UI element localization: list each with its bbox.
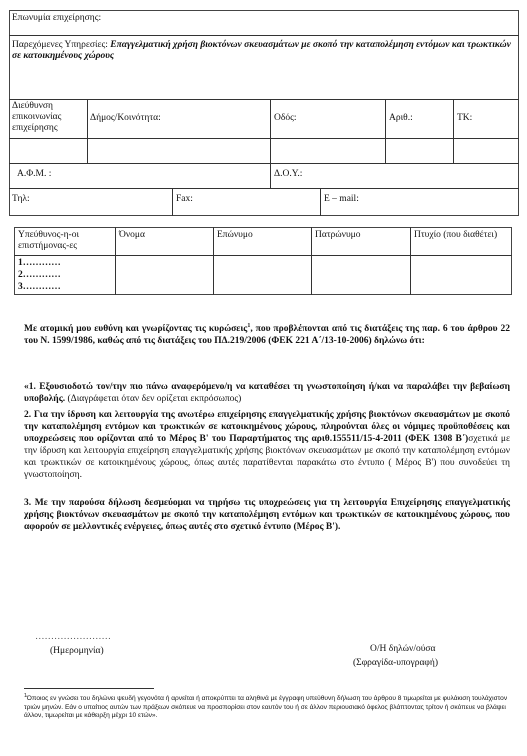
email-label: E – mail: [324, 194, 359, 204]
declaration-item-3: 3. Με την παρούσα δήλωση δεσμεύομαι να τηρήσω τις υποχρεώσεις για τη λειτουργία Επιχείρησης επαγγελματικής χρήσης βιοκτόνων σκευασμάτων με σκοπό την καταπολέμηση εντόμων και τρωκτικών σε κατοικημένους χώρους, που αφορούν σε μελλοντικές ενέργειες, όπως αυτές στο σχετικό έντυπο (Μέρος Β'). [24, 498, 510, 532]
table-header: Όνομα [119, 230, 145, 240]
afm-label: Α.Φ.Μ. : [17, 169, 52, 179]
postcode-label: ΤΚ: [457, 113, 473, 123]
seal-label: (Σφραγίδα-υπογραφή) [353, 658, 439, 668]
declaration-item-2: 2. Για την ίδρυση και λειτουργία της ανωτέρω επιχείρησης επαγγελματικής χρήσης βιοκτόνων σκευασμάτων με σκοπό την καταπολέμηση εντόμων και τρωκτικών σε κατοικημένους χώρους, πληρούνται όλες οι νόμιμες προϋποθέσεις και υποχρεώσεις που ορίζονται από το Μέρος Β' του Παραρτήματος της αριθ.155511/15-4-2011 (ΦΕΚ 1308 Β΄)σχετικά με την ίδρυση και λειτουργία επιχείρηση επαγγελματικής χρήσης βιοκτόνων σκευασμάτων με σκοπό την καταπολέμηση εντόμων και τρωκτικών σε κατοικημένους χώρους, όπως αυτές παρατίθενται παρακάτω στο έντυπο ( Μέρος Β') που συνοδεύει τη γνωστοποίηση. [24, 410, 510, 480]
number-label: Αριθ.: [389, 113, 413, 123]
address-label: Διεύθυνση επικοινωνίας επιχείρησης [12, 101, 62, 133]
table-row: 3………… [18, 282, 61, 292]
table-row: 2………… [18, 270, 61, 280]
table-header: Πτυχίο (που διαθέτει) [414, 230, 498, 240]
fax-label: Fax: [176, 194, 193, 204]
services-label: Παρεχόμενες Υπηρεσίες: [12, 40, 108, 50]
doy-label: Δ.Ο.Υ.: [274, 169, 303, 179]
table-header: Πατρώνυμο [315, 230, 361, 240]
footnote: $^1$Όποιος εν γνώσει του δηλώνει ψευδή γεγονότα ή αρνείται ή αποκρύπτει τα αληθινά με έγγραφη υπεύθυνη δήλωση του άρθρου 8 τιμωρείται με φυλάκιση τουλάχιστον τριών μηνών. Εάν ο υπαίτιος αυτών των πράξεων σκόπευε να προσπορίσει στον εαυτόν του ή σε άλλον περιουσιακό όφελος βλάπτοντας τρίτον ή σκόπευε να βλάψει άλλον, τιμωρείται με κάθειρξη μέχρι 10 ετών». [24, 693, 508, 720]
street-label: Οδός: [274, 113, 297, 123]
declarant-label: Ο/Η δηλών/ούσα [370, 644, 436, 654]
date-label: (Ημερομηνία) [50, 646, 104, 656]
date-dots: …………………… [35, 632, 111, 642]
phone-label: Τηλ: [12, 194, 30, 204]
services-text: Επαγγελματική χρήση βιοκτόνων σκευασμάτων με σκοπό την καταπολέμηση εντόμων και τρωκτικών σε κατοικημένους χώρους [12, 40, 511, 61]
services-field [12, 40, 512, 62]
table-row: 1………… [18, 258, 61, 268]
table-header: Επώνυμο [217, 230, 253, 240]
company-name-label: Επωνυμία επιχείρησης: [12, 13, 102, 23]
declaration-intro: Με ατομική μου ευθύνη και γνωρίζοντας τις κυρώσεις$^1$, που προβλέπονται από τις διατάξεις της παρ. 6 του άρθρου 22 του Ν. 1599/1986, καθώς από τις διατάξεις του ΠΔ.219/2006 (ΦΕΚ 221 Α΄/13-10-2006) δηλώνω ότι: [24, 323, 511, 347]
declaration-item-1: «1. Εξουσιοδοτώ τον/την πιο πάνω αναφερόμενο/η να καταθέσει τη γνωστοποίηση ή/και να παραλάβει την βεβαίωση υποβολής. (Διαγράφεται όταν δεν ορίζεται εκπρόσωπος) [24, 382, 510, 404]
table-header: Υπεύθυνος-η-οι επιστήμονας-ες [18, 230, 80, 251]
municipality-label: Δήμος/Κοινότητα: [90, 113, 161, 123]
